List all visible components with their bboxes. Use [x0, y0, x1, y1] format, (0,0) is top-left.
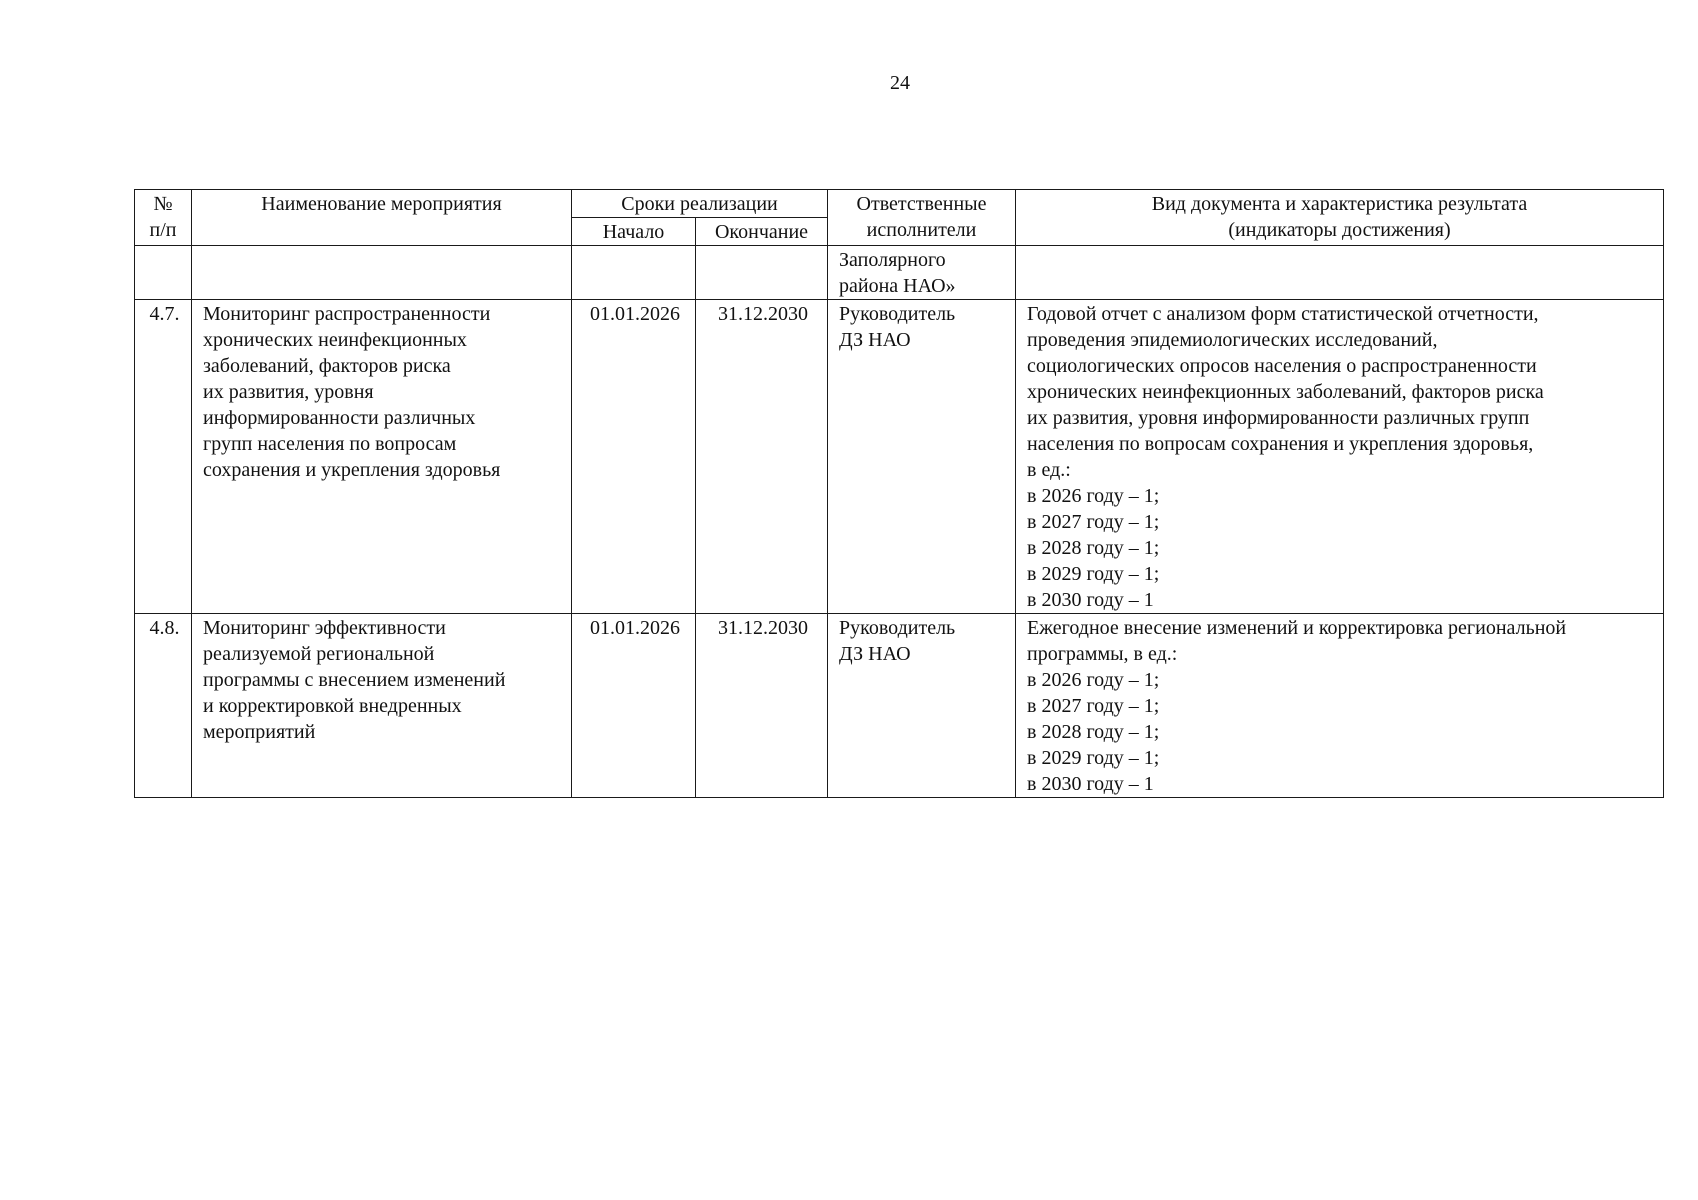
text-line: ДЗ НАО [839, 329, 911, 351]
text-line: заболеваний, факторов риска [203, 355, 451, 377]
cell-end: 31.12.2030 [696, 300, 828, 614]
text-line: в 2027 году – 1; [1027, 695, 1160, 717]
table-body [135, 300, 1664, 798]
text-line: в 2026 году – 1; [1027, 669, 1160, 691]
cell-num: 4.7. [135, 300, 192, 614]
header-num: № п/п [135, 190, 192, 246]
text-line: Мониторинг эффективности [203, 617, 446, 639]
header-row [135, 190, 1664, 218]
cell-start: 01.01.2026 [572, 300, 696, 614]
text-line: социологических опросов населения о распространенности [1027, 355, 1537, 377]
text-line: в 2030 году – 1 [1027, 589, 1154, 611]
text-line: Годовой отчет с анализом форм статистической отчетности, [1027, 303, 1539, 325]
continuation-row [135, 246, 1664, 300]
text-line: ДЗ НАО [839, 643, 911, 665]
text-line: в 2029 году – 1; [1027, 747, 1160, 769]
header-end: Окончание [696, 218, 828, 246]
activities-table [134, 189, 1664, 798]
header-period: Сроки реализации [572, 190, 828, 218]
cell-end: 31.12.2030 [696, 614, 828, 798]
text-line: в 2029 году – 1; [1027, 563, 1160, 585]
cell-result [1016, 614, 1664, 798]
cell-num: 4.8. [135, 614, 192, 798]
text-line: проведения эпидемиологических исследований, [1027, 329, 1438, 351]
cell-start: 01.01.2026 [572, 614, 696, 798]
cell-responsible: Заполярного района НАО» [828, 246, 1016, 300]
cell-name [192, 246, 572, 300]
header-result: Вид документа и характеристика результата (индикаторы достижения) [1016, 190, 1664, 246]
text-line: хронических неинфекционных заболеваний, факторов риска [1027, 381, 1544, 403]
header-name: Наименование мероприятия [192, 190, 572, 246]
cell-end [696, 246, 828, 300]
text-line: Руководитель [839, 617, 956, 639]
header-responsible: Ответственные исполнители [828, 190, 1016, 246]
text-line: в 2026 году – 1; [1027, 485, 1160, 507]
text-line: и корректировкой внедренных [203, 695, 462, 717]
table-row [135, 614, 1664, 798]
cell-num [135, 246, 192, 300]
text-line: программы, в ед.: [1027, 643, 1178, 665]
cell-responsible [828, 614, 1016, 798]
text-line: Руководитель [839, 303, 956, 325]
text-line: реализуемой региональной [203, 643, 435, 665]
text-line: информированности различных [203, 407, 476, 429]
text-line: в 2028 году – 1; [1027, 721, 1160, 743]
cell-result [1016, 246, 1664, 300]
header-start: Начало [572, 218, 696, 246]
table-row [135, 300, 1664, 614]
text-line: программы с внесением изменений [203, 669, 506, 691]
text-line: населения по вопросам сохранения и укрепления здоровья, [1027, 433, 1534, 455]
cell-result [1016, 300, 1664, 614]
text-line: в 2027 году – 1; [1027, 511, 1160, 533]
table-header [135, 190, 1664, 246]
cell-start [572, 246, 696, 300]
text-line: групп населения по вопросам [203, 433, 457, 455]
text-line: в 2028 году – 1; [1027, 537, 1160, 559]
cell-responsible [828, 300, 1016, 614]
text-line: мероприятий [203, 721, 316, 743]
text-line: хронических неинфекционных [203, 329, 467, 351]
text-line: их развития, уровня информированности различных групп [1027, 407, 1530, 429]
text-line: сохранения и укрепления здоровья [203, 459, 501, 481]
text-line: их развития, уровня [203, 381, 374, 403]
cell-name [192, 300, 572, 614]
text-line: в ед.: [1027, 459, 1071, 481]
page-number: 24 [890, 72, 910, 94]
text-line: в 2030 году – 1 [1027, 773, 1154, 795]
cell-name [192, 614, 572, 798]
text-line: Мониторинг распространенности [203, 303, 491, 325]
text-line: Ежегодное внесение изменений и корректировка региональной [1027, 617, 1567, 639]
